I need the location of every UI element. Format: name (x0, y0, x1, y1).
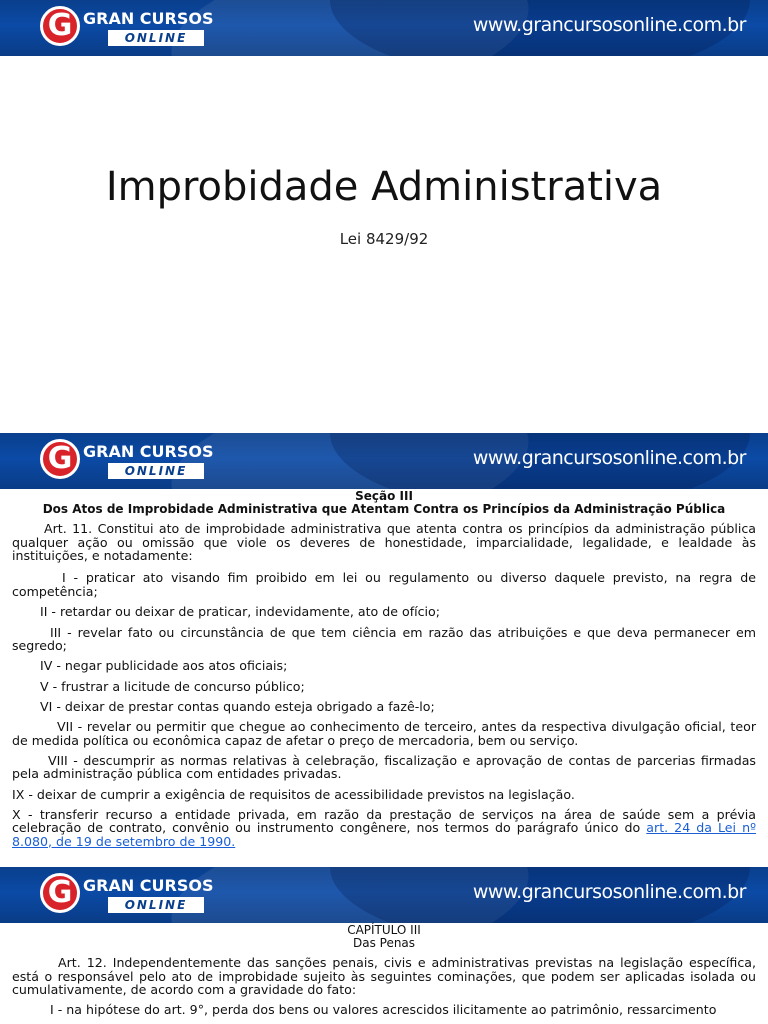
list-item: I - praticar ato visando fim proibido em lei ou regulamento ou diverso daquele previsto, na regra de competência; (12, 570, 756, 599)
slide-body (12, 490, 756, 848)
slide-body (12, 924, 756, 1017)
list-item-text: X - transferir recurso a entidade privada, em razão da prestação de serviços na área de saúde sem a prévia celebração de contrato, convênio ou instrumento congênere, nos termos do parágrafo único do (12, 806, 756, 836)
list-item: IV - negar publicidade aos atos oficiais; (40, 658, 288, 674)
gran-cursos-logo (40, 6, 220, 50)
slide-art-12 (0, 867, 768, 1024)
site-url: www.grancursosonline.com.br (472, 881, 746, 903)
logo-text-bottom: ONLINE (108, 463, 204, 479)
site-url: www.grancursosonline.com.br (472, 14, 746, 36)
logo-g-icon: G (40, 6, 80, 46)
slide-art-11 (0, 433, 768, 865)
list-item: V - frustrar a licitude de concurso público; (40, 678, 305, 694)
chapter-title: Das Penas (352, 935, 416, 950)
law-reference-link[interactable]: art. 24 da Lei nº 8.080, de 19 de setembro de 1990. (12, 820, 756, 849)
logo-g-icon: G (40, 873, 80, 913)
site-url: www.grancursosonline.com.br (472, 447, 746, 469)
slide-title (0, 0, 768, 432)
article-text: Art. 12. Independentemente das sanções penais, civis e administrativas previstas na legislação específica, está o responsável pelo ato de improbidade sujeito às seguintes cominações, que podem ser aplicadas isolada ou cumulativamente, de acordo com a gravidade do fato: (12, 955, 756, 998)
list-item (12, 808, 756, 848)
logo-text-bottom: ONLINE (108, 897, 204, 913)
header-banner (0, 867, 768, 923)
section-label: Seção III (355, 489, 413, 503)
list-item: VIII - descumprir as normas relativas à celebração, fiscalização e aprovação de contas de parcerias firmadas pela administração pública com entidades privadas. (12, 752, 756, 782)
logo-text-top: GRAN CURSOS (83, 876, 214, 895)
chapter-label: CAPÍTULO III (347, 923, 421, 937)
gran-cursos-logo (40, 873, 220, 917)
article-text: Art. 11. Constitui ato de improbidade administrativa que atenta contra os princípios da administração pública qualquer ação ou omissão que viole os deveres de honestidade, imparcialidade, legalidade, e lealdade às instituições, e notadamente: (12, 521, 756, 564)
logo-g-icon: G (40, 439, 80, 479)
header-banner (0, 0, 768, 56)
logo-text-top: GRAN CURSOS (83, 442, 214, 461)
gran-cursos-logo (40, 439, 220, 483)
logo-text-top: GRAN CURSOS (83, 9, 214, 28)
list-item: II - retardar ou deixar de praticar, indevidamente, ato de ofício; (40, 604, 441, 620)
presentation-title: Improbidade Administrativa (105, 164, 663, 210)
section-heading: Dos Atos de Improbidade Administrativa que Atentam Contra os Princípios da Administração Pública (42, 501, 726, 516)
list-item: III - revelar fato ou circunstância de que tem ciência em razão das atribuições e que deva permanecer em segredo; (12, 624, 756, 653)
presentation-subtitle: Lei 8429/92 (339, 230, 429, 248)
header-banner (0, 433, 768, 489)
list-item: VI - deixar de prestar contas quando esteja obrigado a fazê-lo; (40, 698, 435, 714)
list-item: VII - revelar ou permitir que chegue ao conhecimento de terceiro, antes da respectiva divulgação oficial, teor de medida política ou econômica capaz de afetar o preço de mercadoria, bem ou serviço. (12, 719, 756, 748)
list-item: I - na hipótese do art. 9°, perda dos bens ou valores acrescidos ilicitamente ao patrimônio, ressarcimento (50, 1002, 717, 1018)
list-item: IX - deixar de cumprir a exigência de requisitos de acessibilidade previstos na legislação. (12, 786, 575, 802)
logo-text-bottom: ONLINE (108, 30, 204, 46)
